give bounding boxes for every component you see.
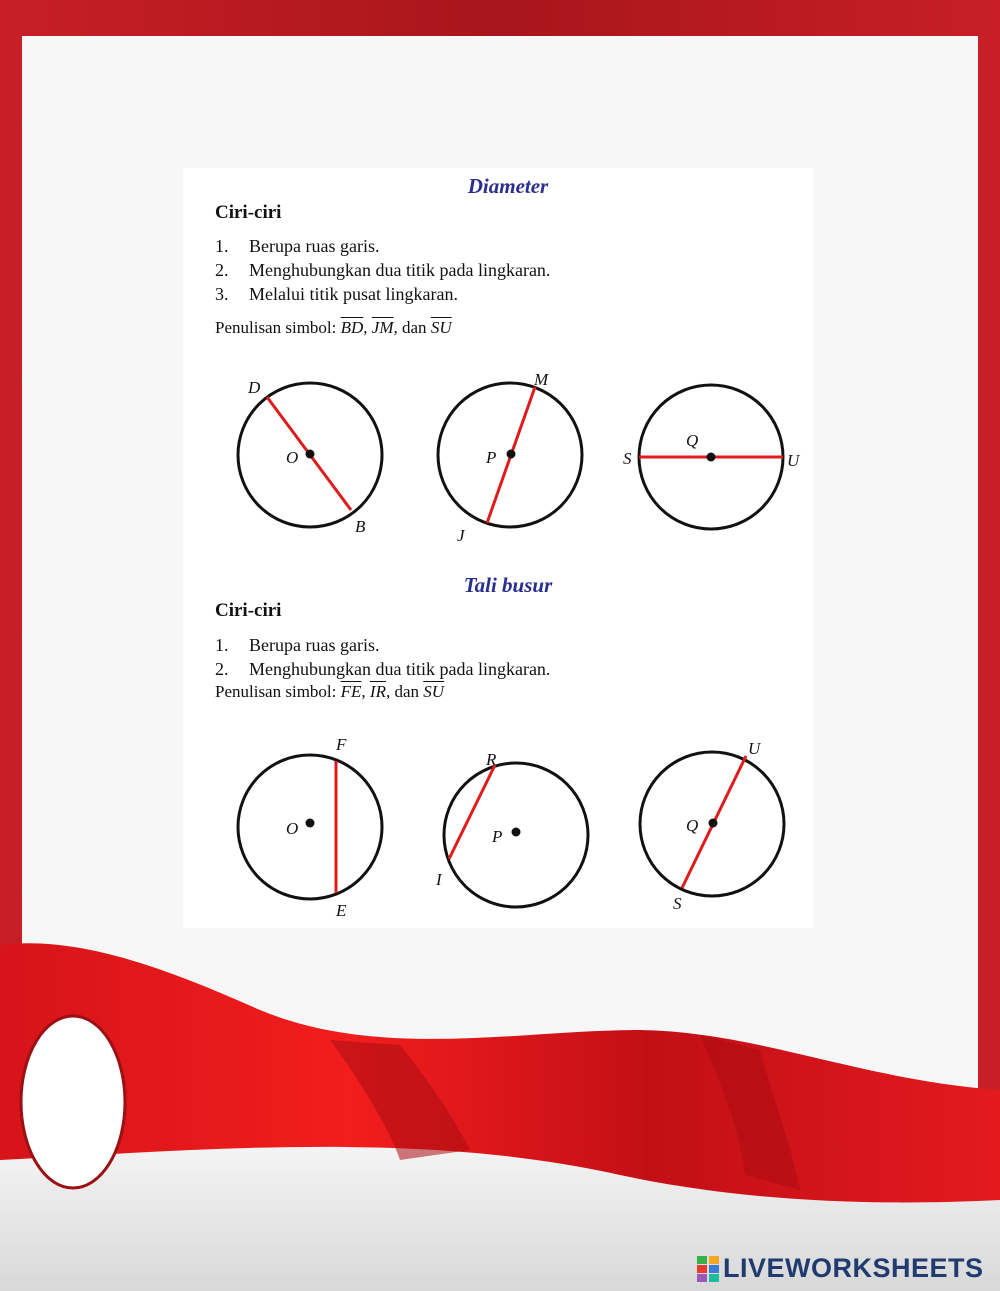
- label-p: P: [486, 448, 497, 467]
- symbol-su: $\overline{SU}$: [430, 318, 452, 337]
- brand-name: LIVEWORKSHEETS: [723, 1253, 984, 1283]
- ribbon-end-oval: [21, 1016, 125, 1188]
- label-u: U: [748, 739, 761, 758]
- label-j: J: [457, 526, 465, 545]
- list-item: 3. Melalui titik pusat lingkaran.: [215, 284, 458, 304]
- list-item: 2. Menghubungkan dua titik pada lingkaran.: [215, 260, 551, 280]
- diameter-symbol-line: Penulisan simbol: $\overline{BD}$, $\overline{JM}$, dan $\overline{SU}$: [215, 318, 452, 337]
- label-e: E: [336, 901, 347, 920]
- liveworksheets-brand: [697, 1253, 984, 1284]
- label-p: P: [492, 827, 503, 846]
- label-r: R: [486, 750, 497, 769]
- worksheet: [183, 168, 813, 928]
- liveworksheets-logo-icon: [697, 1256, 719, 1282]
- list-item: 2. Menghubungkan dua titik pada lingkaran.: [215, 659, 551, 679]
- chord-list: [215, 633, 550, 681]
- label-d: D: [248, 378, 261, 397]
- label-s: S: [623, 449, 632, 468]
- chord-symbol-line: Penulisan simbol: $\overline{FE}$, $\overline{IR}$, dan $\overline{SU}$: [215, 682, 445, 701]
- label-o: O: [286, 448, 299, 467]
- symbol-bd: $\overline{BD}$: [340, 318, 364, 337]
- symbol-jm: $\overline{JM}$: [371, 318, 394, 337]
- diameter-circle-do-b: [238, 378, 382, 536]
- label-q: Q: [686, 431, 699, 450]
- list-item: 1. Berupa ruas garis.: [215, 635, 380, 655]
- chord-title: Tali busur: [463, 573, 553, 597]
- diameter-circle-sq-u: [623, 385, 801, 529]
- symbol-ir: $\overline{IR}$: [369, 682, 386, 701]
- chord-circle-ir: [435, 750, 588, 907]
- symbol-fe: $\overline{FE}$: [340, 682, 362, 701]
- symbol-su: $\overline{SU}$: [423, 682, 445, 701]
- diameter-diagrams: [183, 363, 813, 553]
- chord-circle-fe: [238, 735, 382, 920]
- diameter-title: Diameter: [467, 174, 549, 198]
- chord-diagrams: [183, 731, 813, 928]
- diameter-list: [215, 234, 550, 306]
- diameter-circle-mp-j: [438, 370, 582, 545]
- label-i: I: [436, 870, 442, 889]
- label-b: B: [355, 517, 366, 536]
- label-o: O: [286, 819, 299, 838]
- label-f: F: [336, 735, 347, 754]
- label-u: U: [787, 451, 800, 470]
- chord-subheading: Ciri-ciri: [215, 600, 282, 621]
- diameter-subheading: Ciri-ciri: [215, 202, 282, 223]
- label-s: S: [673, 894, 682, 913]
- list-item: 1. Berupa ruas garis.: [215, 236, 380, 256]
- label-q: Q: [686, 816, 699, 835]
- label-m: M: [534, 370, 549, 389]
- chord-circle-su: [640, 739, 784, 913]
